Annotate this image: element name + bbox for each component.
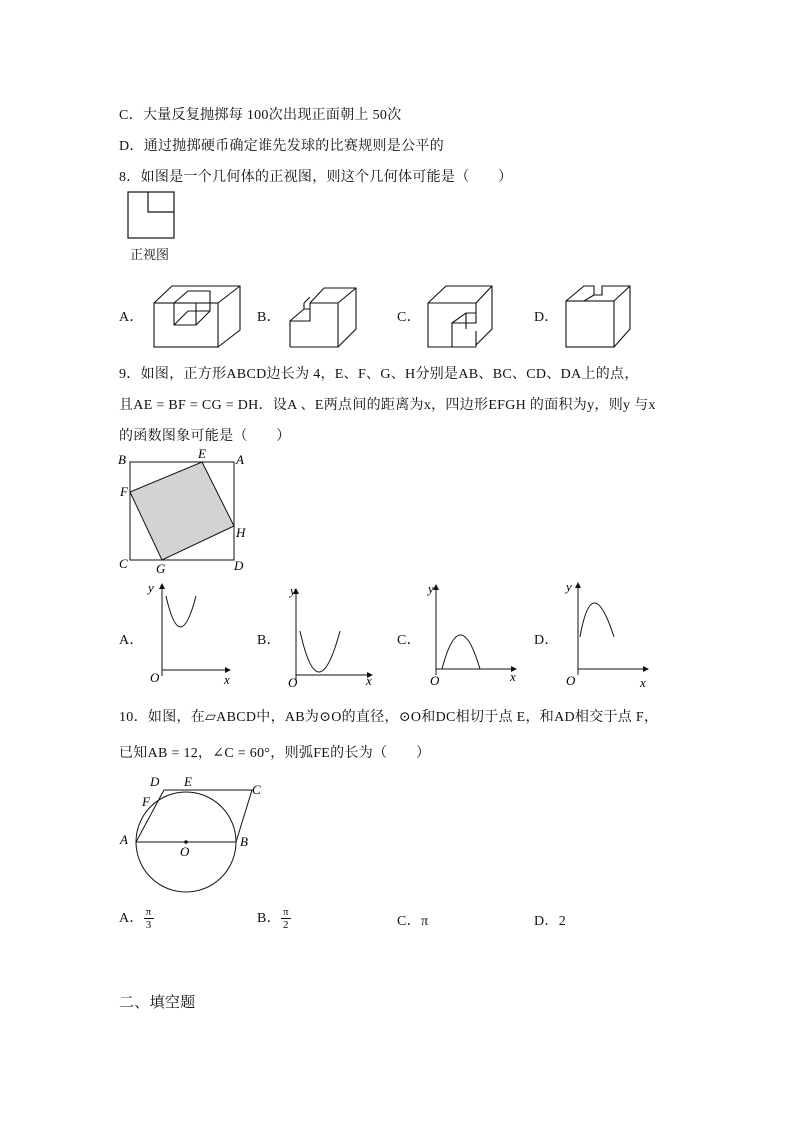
q10-option-b: B． $\frac{\pi}{2}$ <box>257 906 289 932</box>
q9-label-e: E <box>198 448 206 461</box>
q8-caption: 正视图 <box>130 247 170 262</box>
q10-label-e: E <box>184 774 192 789</box>
svg-text:y: y <box>290 583 296 598</box>
q10-option-d: D．2 <box>534 914 567 929</box>
q9-label-c: C <box>119 556 128 571</box>
q10-label-o: O <box>180 844 190 859</box>
q9-label-a: A <box>236 452 244 467</box>
svg-text:x: x <box>510 669 516 684</box>
q10-line2: 已知AB = 12，∠C = 60°，则弧FE的长为（ ） <box>119 746 431 761</box>
q9-option-d-graph <box>560 579 660 689</box>
q8-option-c-label: C． <box>397 310 421 325</box>
q10-option-c: C．π <box>397 914 429 929</box>
q9-square-figure <box>116 448 256 576</box>
q9-option-c-label: C． <box>397 633 421 648</box>
q8-option-b-solid <box>286 283 366 349</box>
svg-text:y: y <box>428 581 434 596</box>
q9-line3: 的函数图象可能是（ ） <box>119 429 291 444</box>
svg-text:x: x <box>366 673 372 688</box>
q8-option-d-label: D． <box>534 310 559 325</box>
q10-option-a: A． $\frac{\pi}{3}$ <box>119 906 152 932</box>
q10-label-b: B <box>240 834 248 849</box>
q9-label-b: B <box>118 452 126 467</box>
q8-option-a-solid <box>150 283 250 349</box>
q9-label-g: G <box>156 561 166 576</box>
svg-text:x: x <box>224 672 230 687</box>
q7-option-c: C．大量反复抛掷每 100次出现正面朝上 50次 <box>119 108 402 123</box>
q9-option-a-graph <box>140 578 240 688</box>
q9-line1: 9．如图，正方形ABCD边长为 4，E、F、G、H分别是AB、BC、CD、DA上的点， <box>119 367 639 382</box>
svg-text:O: O <box>430 673 440 688</box>
q9-option-b-label: B． <box>257 633 281 648</box>
q9-label-f: F <box>120 484 128 499</box>
q9-label-h: H <box>236 525 246 540</box>
q9-option-c-graph <box>422 581 522 691</box>
q9-option-a-label: A． <box>119 633 144 648</box>
q9-label-d: D <box>234 558 244 573</box>
section-heading-fill-in: 二、填空题 <box>119 995 196 1011</box>
svg-text:O: O <box>566 673 576 688</box>
svg-text:O: O <box>150 670 160 685</box>
q8-option-a-label: A． <box>119 310 144 325</box>
svg-text:y: y <box>566 579 572 594</box>
q7-option-d: D．通过抛掷硬币确定谁先发球的比赛规则是公平的 <box>119 139 445 154</box>
q9-option-b-graph <box>282 583 382 693</box>
q8-option-c-solid <box>424 283 504 349</box>
svg-text:y: y <box>148 580 154 595</box>
q8-option-d-solid <box>562 283 642 349</box>
q10-label-c: C <box>252 782 261 797</box>
q10-parallelogram-circle-figure <box>116 774 276 898</box>
svg-text:x: x <box>640 675 646 689</box>
q9-line2: 且AE = BF = CG = DH．设A 、E两点间的距离为x，四边形EFGH 的面积为y，则y 与x <box>119 398 656 413</box>
q8-stem: 8．如图是一个几何体的正视图，则这个几何体可能是（ ） <box>119 170 513 185</box>
q9-option-d-label: D． <box>534 633 559 648</box>
q10-line1: 10．如图，在▱ABCD中，AB为⊙O的直径，⊙O和DC相切于点 E，和AD相交于点 F， <box>119 710 659 725</box>
q8-front-view-figure <box>126 190 178 242</box>
q10-label-a: A <box>120 832 128 847</box>
svg-text:O: O <box>288 675 298 690</box>
q10-label-f: F <box>142 794 150 809</box>
q8-option-b-label: B． <box>257 310 281 325</box>
q10-label-d: D <box>150 774 160 789</box>
